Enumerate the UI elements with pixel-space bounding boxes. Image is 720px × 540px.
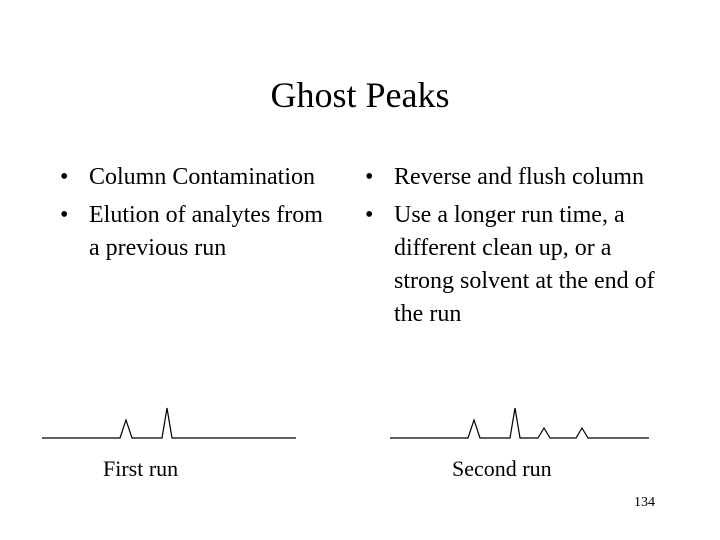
first-run-chromatogram: [40, 400, 300, 445]
bullet-marker: •: [365, 164, 374, 190]
left-bullet-column: [60, 161, 330, 270]
first-run-trace: [42, 408, 296, 438]
bullet-item: [365, 199, 675, 331]
bullet-text: Reverse and flush column: [394, 164, 644, 190]
second-run-chromatogram: [388, 400, 653, 445]
left-bullet-list: [60, 161, 330, 265]
right-bullet-column: [365, 161, 675, 336]
bullet-text: Elution of analytes from a previous run: [89, 202, 323, 261]
bullet-text: Use a longer run time, a different clean up, or a strong solvent at the end of the run: [394, 202, 655, 327]
bullet-marker: •: [60, 164, 69, 190]
bullet-marker: •: [60, 202, 69, 228]
second-run-caption: Second run: [452, 456, 552, 481]
bullet-item: [365, 161, 675, 194]
bullet-item: [60, 161, 330, 194]
slide-title: Ghost Peaks: [270, 75, 450, 115]
bullet-text: Column Contamination: [89, 164, 315, 190]
first-run-caption: First run: [103, 456, 179, 481]
bullet-marker: •: [365, 202, 374, 228]
page-number: 134: [634, 495, 655, 510]
bullet-item: [60, 199, 330, 265]
right-bullet-list: [365, 161, 675, 331]
second-run-trace: [390, 408, 649, 438]
